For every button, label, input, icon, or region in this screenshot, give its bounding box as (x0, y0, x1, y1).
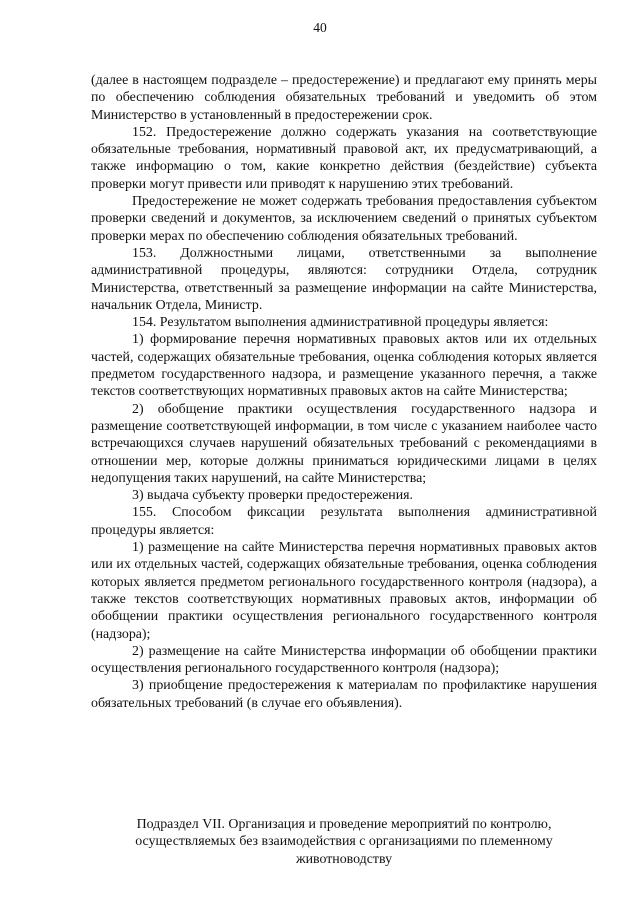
paragraph: 154. Результатом выполнения административной процедуры является: (132, 315, 549, 331)
body-text (91, 72, 597, 712)
heading-line: животноводству (295, 851, 393, 867)
paragraph: 153. Должностными лицами, ответственными за выполнение административной процедуры, являются: сотрудники Отдела, сотрудник Министерства, ответственный за размещение информации на сайте Министерства, начальник Отдела, Министр. (91, 245, 597, 313)
paragraph: (далее в настоящем подразделе – предостережение) и предлагают ему принять меры по обеспечению соблюдения обязательных требований и уведомить об этом Министерство в установленный в предостережении срок. (91, 73, 597, 123)
paragraph: 2) размещение на сайте Министерства информации об обобщении практики осуществления регионального государственного контроля (надзора); (91, 643, 597, 677)
paragraph: 3) приобщение предостережения к материалам по профилактике нарушения обязательных требований (в случае его объявления). (91, 678, 597, 711)
paragraph: 1) формирование перечня нормативных правовых актов или их отдельных частей, содержащих обязательные требования, оценка соблюдения которых является предметом государственного надзора, и размещение указанного перечня, а также текстов соответствующих нормативных правовых актов на сайте Министерства; (91, 332, 597, 400)
paragraph: Предостережение не может содержать требования предоставления субъектом проверки сведений и документов, за исключением сведений о принятых субъектом проверки мерах по обеспечению соблюдения обязательных требований. (91, 194, 597, 244)
paragraph: 155. Способом фиксации результата выполнения административной процедуры является: (91, 505, 597, 538)
section-heading (91, 816, 597, 868)
page-number: 40 (313, 20, 327, 35)
paragraph: 1) размещение на сайте Министерства перечня нормативных правовых актов или их отдельных частей, содержащих обязательные требования, оценка соблюдения которых является предметом регионального государственного контроля (надзора), а также текстов соответствующих нормативных правовых актов, информации об обобщении практики осуществления регионального государственного контроля (надзора); (91, 540, 597, 642)
paragraph: 152. Предостережение должно содержать указания на соответствующие обязательные требования, нормативный правовой акт, их предусматривающий, а также информацию о том, какие конкретно действия (бездействие) субъекта проверки могут привести или приводят к нарушению этих требований. (91, 124, 597, 192)
heading-line: Подраздел VII. Организация и проведение мероприятий по контролю, (136, 817, 552, 832)
paragraph: 3) выдача субъекту проверки предостережения. (132, 488, 414, 504)
heading-line: осуществляемых без взаимодействия с организациями по племенному (135, 834, 553, 850)
paragraph: 2) обобщение практики осуществления государственного надзора и размещение соответствующей информации, в том числе с указанием наиболее часто встречающихся случаев нарушений обязательных требований с рекомендациями в отношении мер, которые должны приниматься юридическими лицами в целях недопущения таких нарушений, на сайте Министерства; (91, 401, 597, 486)
